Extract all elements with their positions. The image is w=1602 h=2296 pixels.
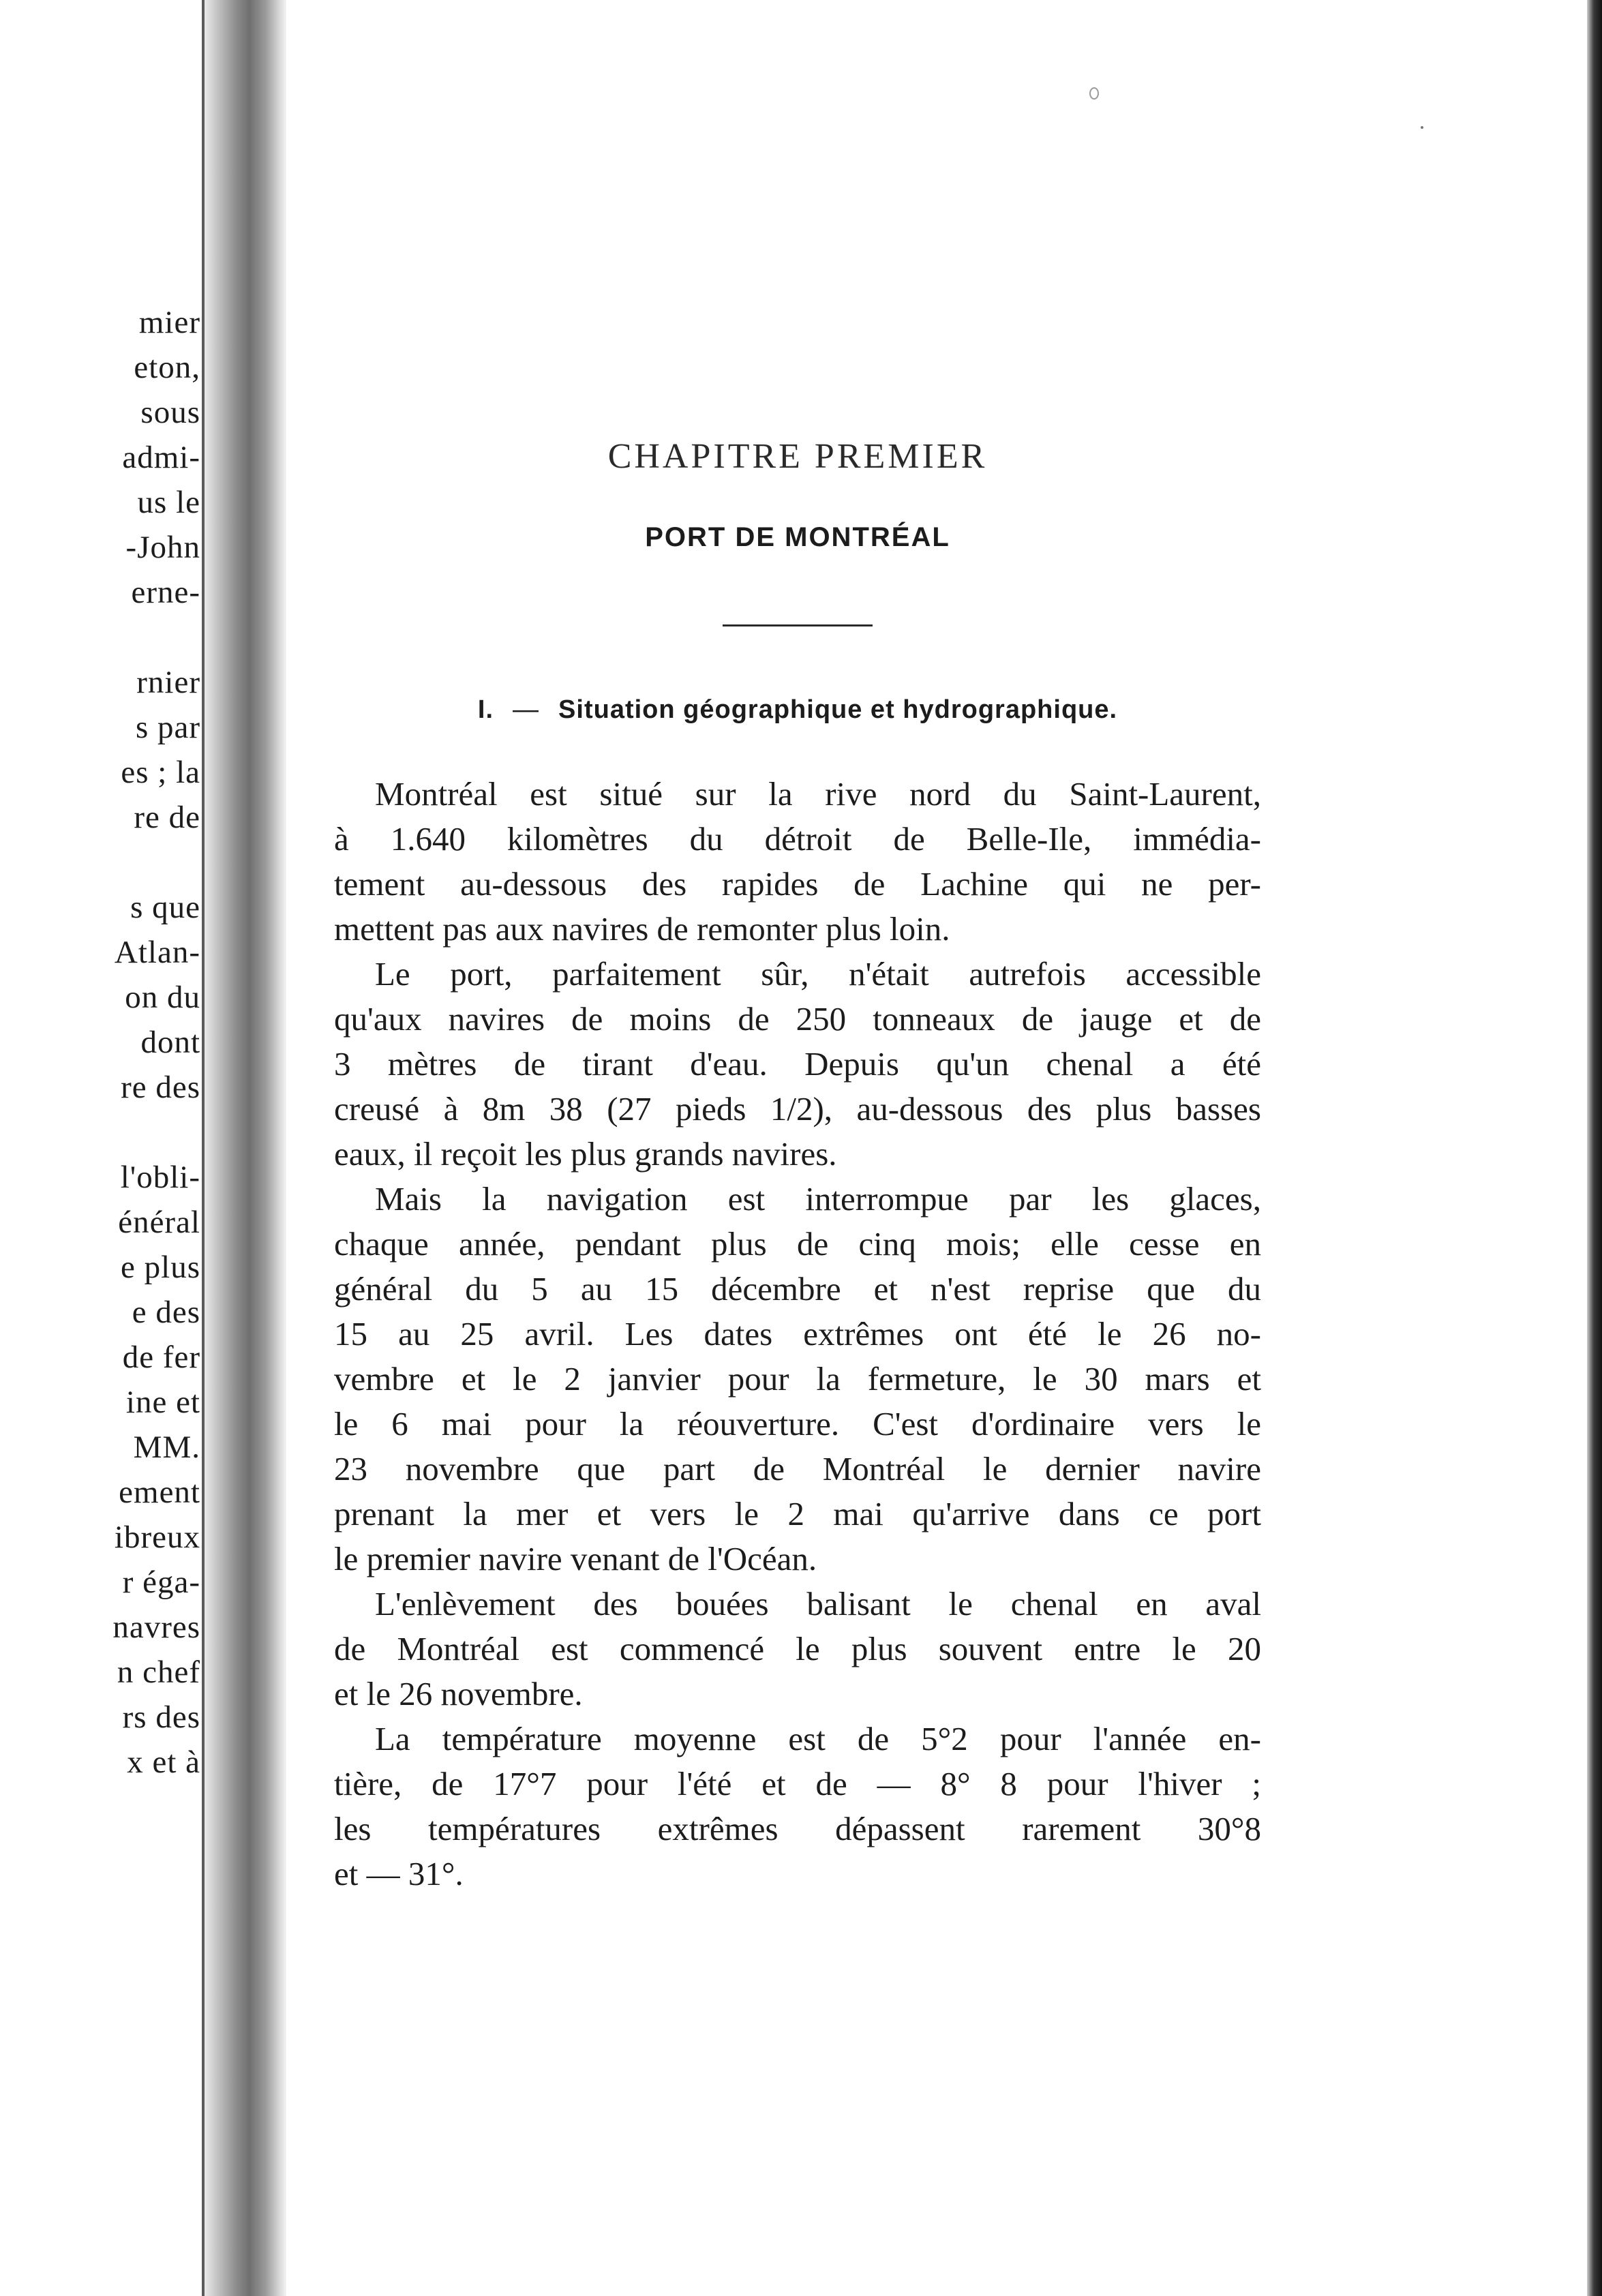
facing-page-line: MM. <box>133 1430 200 1465</box>
facing-page-line: mier <box>138 305 200 340</box>
text-line: général du 5 au 15 décembre et n'est reprise que du <box>334 1270 1261 1308</box>
facing-page-line: ine et <box>125 1385 200 1420</box>
facing-page-line: re des <box>121 1070 200 1105</box>
text-line: tement au-dessous des rapides de Lachine qui ne per- <box>334 865 1261 903</box>
facing-page-line: x et à <box>127 1744 200 1780</box>
title-divider <box>723 624 873 626</box>
facing-page-line: sous <box>140 395 200 430</box>
text-line: 3 mètres de tirant d'eau. Depuis qu'un chenal a été <box>334 1045 1261 1083</box>
facing-page-line <box>0 840 200 885</box>
text-line: qu'aux navires de moins de 250 tonneaux de jauge et de <box>334 1000 1261 1038</box>
main-page <box>334 0 1261 2296</box>
facing-page-line <box>0 1110 200 1155</box>
facing-page-line: on du <box>125 980 200 1015</box>
text-line: La température moyenne est de 5°2 pour l'année en- <box>375 1720 1261 1757</box>
facing-page-line: re de <box>134 800 200 835</box>
facing-page-line: Atlan- <box>114 935 200 970</box>
right-page-edge <box>1587 0 1602 2296</box>
text-line: Le port, parfaitement sûr, n'était autrefois accessible <box>375 955 1261 993</box>
facing-page-line: dont <box>140 1025 200 1060</box>
text-line: les températures extrêmes dépassent rarement 30°8 <box>334 1810 1261 1847</box>
facing-page-line: ibreux <box>114 1520 200 1555</box>
text-line: de Montréal est commencé le plus souvent entre le 20 <box>334 1630 1261 1667</box>
port-title: PORT DE MONTRÉAL <box>645 522 950 552</box>
facing-page-line: eton, <box>134 350 200 385</box>
text-line: prenant la mer et vers le 2 mai qu'arrive dans ce port <box>334 1495 1261 1532</box>
facing-page-line: e plus <box>121 1250 200 1285</box>
binding-gutter <box>205 0 286 2296</box>
speck <box>1421 126 1423 129</box>
facing-page-line: de fer <box>122 1340 200 1375</box>
text-line: à 1.640 kilomètres du détroit de Belle-Ile, immédia- <box>334 820 1261 858</box>
facing-page-line: n chef <box>117 1655 200 1690</box>
facing-page-line: es ; la <box>121 755 200 790</box>
facing-page-line: us le <box>137 485 200 520</box>
body-text <box>334 772 1261 1897</box>
text-line: chaque année, pendant plus de cinq mois; elle cesse en <box>334 1225 1261 1263</box>
facing-page-line: s par <box>135 710 200 745</box>
text-line: mettent pas aux navires de remonter plus loin. <box>334 910 950 948</box>
text-line: eaux, il reçoit les plus grands navires. <box>334 1135 837 1173</box>
chapter-title: CHAPITRE PREMIER <box>607 437 988 476</box>
text-line: Mais la navigation est interrompue par les glaces, <box>375 1180 1261 1218</box>
facing-page-line: énéral <box>118 1205 200 1240</box>
section-title: Situation géographique et hydrographique. <box>558 695 1118 724</box>
text-line: vembre et le 2 janvier pour la fermeture, le 30 mars et <box>334 1360 1261 1398</box>
text-line: le 6 mai pour la réouverture. C'est d'ordinaire vers le <box>334 1405 1261 1442</box>
text-line: L'enlèvement des bouées balisant le chenal en aval <box>375 1585 1261 1622</box>
text-line: 15 au 25 avril. Les dates extrêmes ont été le 26 no- <box>334 1315 1261 1353</box>
facing-page-line: navres <box>112 1610 200 1645</box>
section-heading <box>334 695 1261 725</box>
text-line: Montréal est situé sur la rive nord du Saint-Laurent, <box>375 775 1261 813</box>
text-line: creusé à 8m 38 (27 pieds 1/2), au-dessous des plus basses <box>334 1090 1261 1128</box>
facing-page-line: rnier <box>136 665 200 700</box>
facing-page-line: ement <box>119 1475 200 1510</box>
facing-page-fragment <box>0 0 205 2296</box>
facing-page-line: s que <box>130 890 200 925</box>
text-line: tière, de 17°7 pour l'été et de — 8° 8 pour l'hiver ; <box>334 1765 1261 1802</box>
text-line: et le 26 novembre. <box>334 1675 583 1712</box>
facing-page-line <box>0 615 200 660</box>
text-line: 23 novembre que part de Montréal le dernier navire <box>334 1450 1261 1487</box>
text-line: le premier navire venant de l'Océan. <box>334 1540 817 1577</box>
facing-page-line: l'obli- <box>120 1160 200 1195</box>
section-number: I. <box>477 695 494 724</box>
facing-page-text <box>0 300 200 1785</box>
facing-page-line: rs des <box>122 1700 200 1735</box>
text-line: et — 31°. <box>334 1855 464 1892</box>
section-dash: — <box>513 695 540 724</box>
facing-page-line: admi- <box>122 440 200 475</box>
facing-page-line: e des <box>132 1295 200 1330</box>
facing-page-line: -John <box>125 530 200 565</box>
facing-page-line: r éga- <box>122 1565 200 1600</box>
facing-page-line: erne- <box>131 575 200 610</box>
